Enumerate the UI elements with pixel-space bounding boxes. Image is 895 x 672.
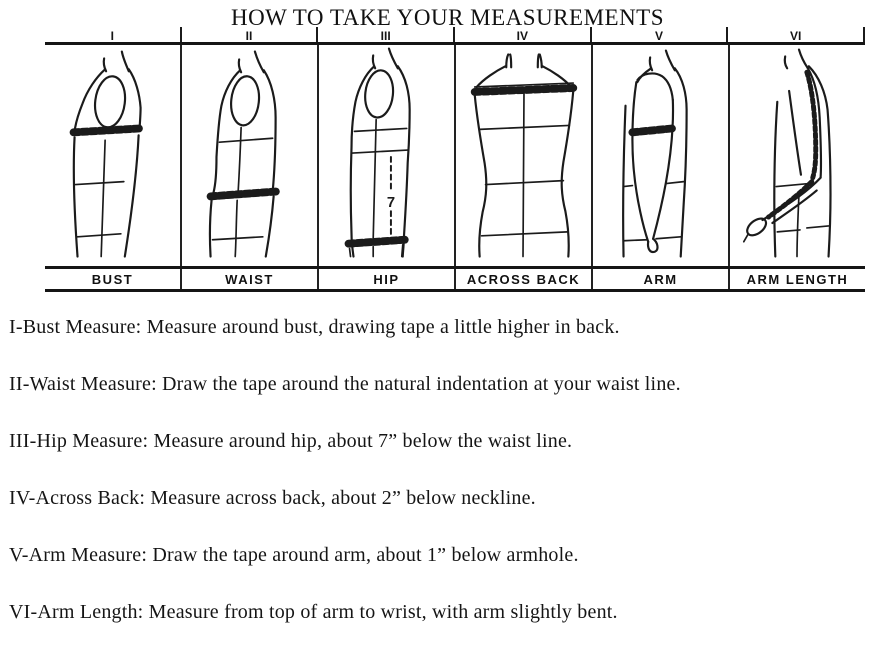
across-back-figure-drawing: [456, 45, 591, 266]
instruction-arm: V-Arm Measure: Draw the tape around arm, about 1” below armhole.: [9, 544, 579, 566]
panel-numeral-arm-length: VI: [728, 27, 865, 42]
numeral-row: [45, 27, 865, 42]
arm-figure-drawing: [593, 45, 728, 266]
instruction-arm-length: VI-Arm Length: Measure from top of arm to wrist, with arm slightly bent.: [9, 601, 618, 623]
panel-numeral-bust: I: [45, 27, 182, 42]
hip-distance-annotation: 7: [386, 195, 396, 212]
instructions-list: [9, 317, 883, 659]
instruction-waist: II-Waist Measure: Draw the tape around the natural indentation at your waist line.: [9, 373, 681, 395]
label-row: [45, 266, 865, 292]
instruction-across-back: IV-Across Back: Measure across back, about 2” below neckline.: [9, 487, 536, 509]
panel-waist: [182, 45, 319, 266]
panel-arm: [593, 45, 730, 266]
bust-figure-drawing: [45, 45, 180, 266]
panel-numeral-waist: II: [182, 27, 319, 42]
panel-label-hip: HIP: [319, 269, 456, 289]
instruction-hip: III-Hip Measure: Measure around hip, about 7” below the waist line.: [9, 430, 573, 452]
panel-label-arm-length: ARM LENGTH: [746, 271, 849, 287]
measurement-diagram: [45, 27, 865, 292]
panel-numeral-across-back: IV: [455, 27, 592, 42]
panel-hip: [319, 45, 456, 266]
panel-arm-length: [730, 45, 865, 266]
figure-row: [45, 42, 865, 266]
page-title: HOW TO TAKE YOUR MEASUREMENTS: [230, 5, 665, 30]
instruction-bust: I-Bust Measure: Measure around bust, drawing tape a little higher in back.: [9, 316, 620, 338]
waist-figure-drawing: [182, 45, 317, 266]
arm-length-figure-drawing: [730, 45, 865, 266]
panel-bust: [45, 45, 182, 266]
panel-label-across-back: ACROSS BACK: [456, 269, 593, 289]
panel-label-bust: BUST: [45, 269, 182, 289]
panel-label-arm: ARM: [593, 269, 730, 289]
panel-label-waist: WAIST: [182, 269, 319, 289]
panel-numeral-hip: III: [318, 27, 455, 42]
panel-across-back: [456, 45, 593, 266]
panel-numeral-arm: V: [592, 27, 729, 42]
hip-figure-drawing: [319, 45, 454, 266]
